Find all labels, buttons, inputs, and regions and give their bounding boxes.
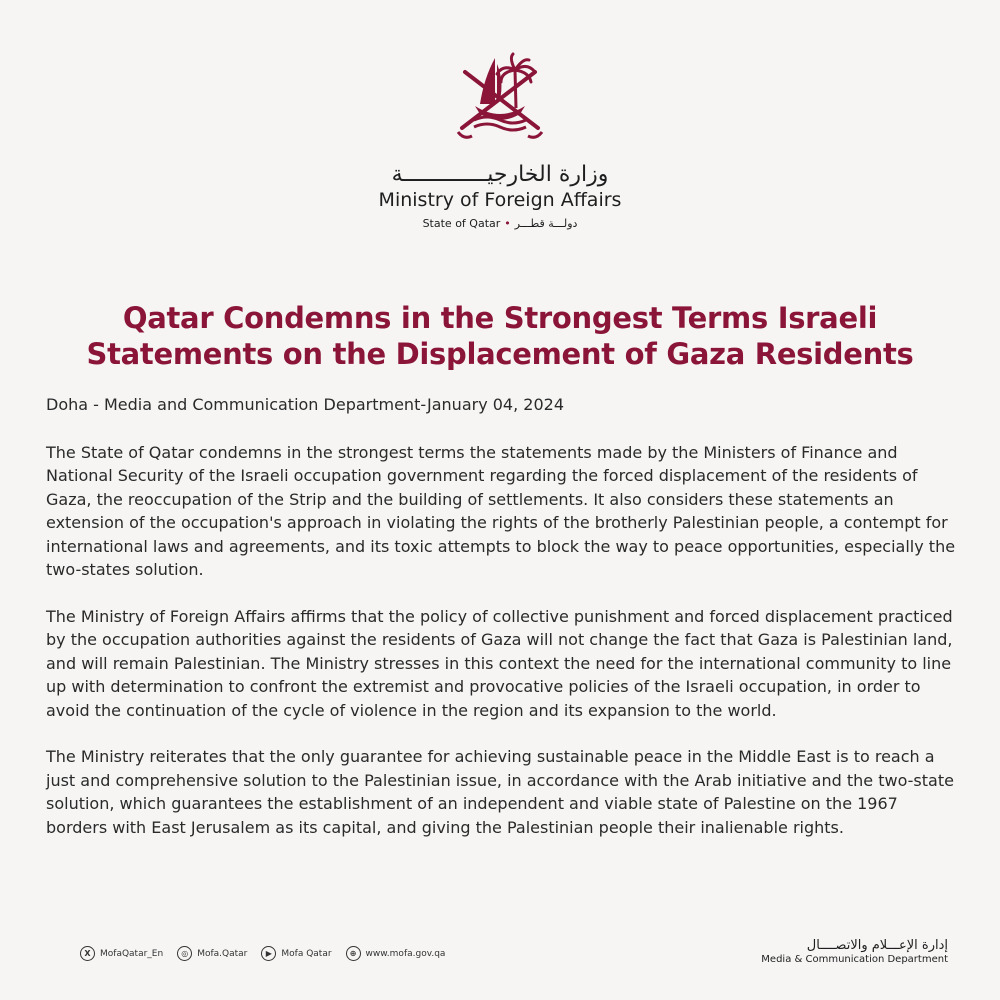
- qatar-emblem-icon: [440, 38, 560, 158]
- globe-icon: ⊕: [346, 946, 361, 961]
- paragraph-2: The Ministry of Foreign Affairs affirms that the policy of collective punishment and forced displacement practiced by the occupation authorities against the residents of Gaza will not change the fact that Gaza is Palestinian land, and will remain Palestinian. The Ministry stresses in this context the need for the international community to line up with determination to confront the extremist and provocative policies of the Israeli occupation, in order to avoid the continuation of the cycle of violence in the region and its expansion to the world.: [46, 606, 953, 720]
- headline-line-1: Qatar Condemns in the Strongest Terms Israeli: [122, 301, 878, 335]
- youtube-icon: ▶: [261, 946, 276, 961]
- social-label: www.mofa.gov.qa: [365, 948, 446, 959]
- state-name-arabic: دولـــة قطـــر: [514, 217, 578, 230]
- state-name-english: State of Qatar: [422, 217, 501, 230]
- department-name-english: Media & Communication Department: [761, 954, 948, 965]
- ministry-name-arabic: وزارة الخارجيـــــــــــــة: [391, 162, 609, 187]
- x-icon: X: [80, 946, 95, 961]
- dateline: Doha - Media and Communication Department-January 04, 2024: [46, 395, 564, 414]
- social-instagram[interactable]: [177, 946, 247, 961]
- state-line: [0, 217, 1000, 230]
- social-x[interactable]: [80, 946, 163, 961]
- department-signature: [761, 938, 948, 965]
- social-website[interactable]: [346, 946, 446, 961]
- paragraph-1: The State of Qatar condemns in the strongest terms the statements made by the Ministers of Finance and National Security of the Israeli occupation government regarding the forced displacement of the residents of Gaza, the reoccupation of the Strip and the building of settlements. It also considers these statements an extension of the occupation's approach in violating the rights of the brotherly Palestinian people, a contempt for international laws and agreements, and its toxic attempts to block the way to peace opportunities, especially the two-states solution.: [46, 442, 956, 579]
- paragraph-3: The Ministry reiterates that the only guarantee for achieving sustainable peace in the Middle East is to reach a just and comprehensive solution to the Palestinian issue, in accordance with the Arab initiative and the two-state solution, which guarantees the establishment of an independent and viable state of Palestine on the 1967 borders with East Jerusalem as its capital, and giving the Palestinian people their inalienable rights.: [46, 747, 954, 837]
- social-label: Mofa Qatar: [281, 948, 332, 959]
- social-links: [80, 946, 445, 961]
- headline-line-2: Statements on the Displacement of Gaza Residents: [86, 337, 914, 371]
- article-body: [46, 393, 958, 862]
- separator-dot-icon: •: [504, 217, 511, 230]
- social-label: MofaQatar_En: [100, 948, 164, 959]
- social-label: Mofa.Qatar: [197, 948, 248, 959]
- social-youtube[interactable]: [261, 946, 331, 961]
- instagram-icon: ◎: [177, 946, 192, 961]
- department-name-arabic: إدارة الإعـــلام والاتصــــال: [806, 938, 948, 953]
- headline: [40, 300, 960, 372]
- ministry-name-english: Ministry of Foreign Affairs: [378, 189, 622, 211]
- ministry-logo: [0, 38, 1000, 230]
